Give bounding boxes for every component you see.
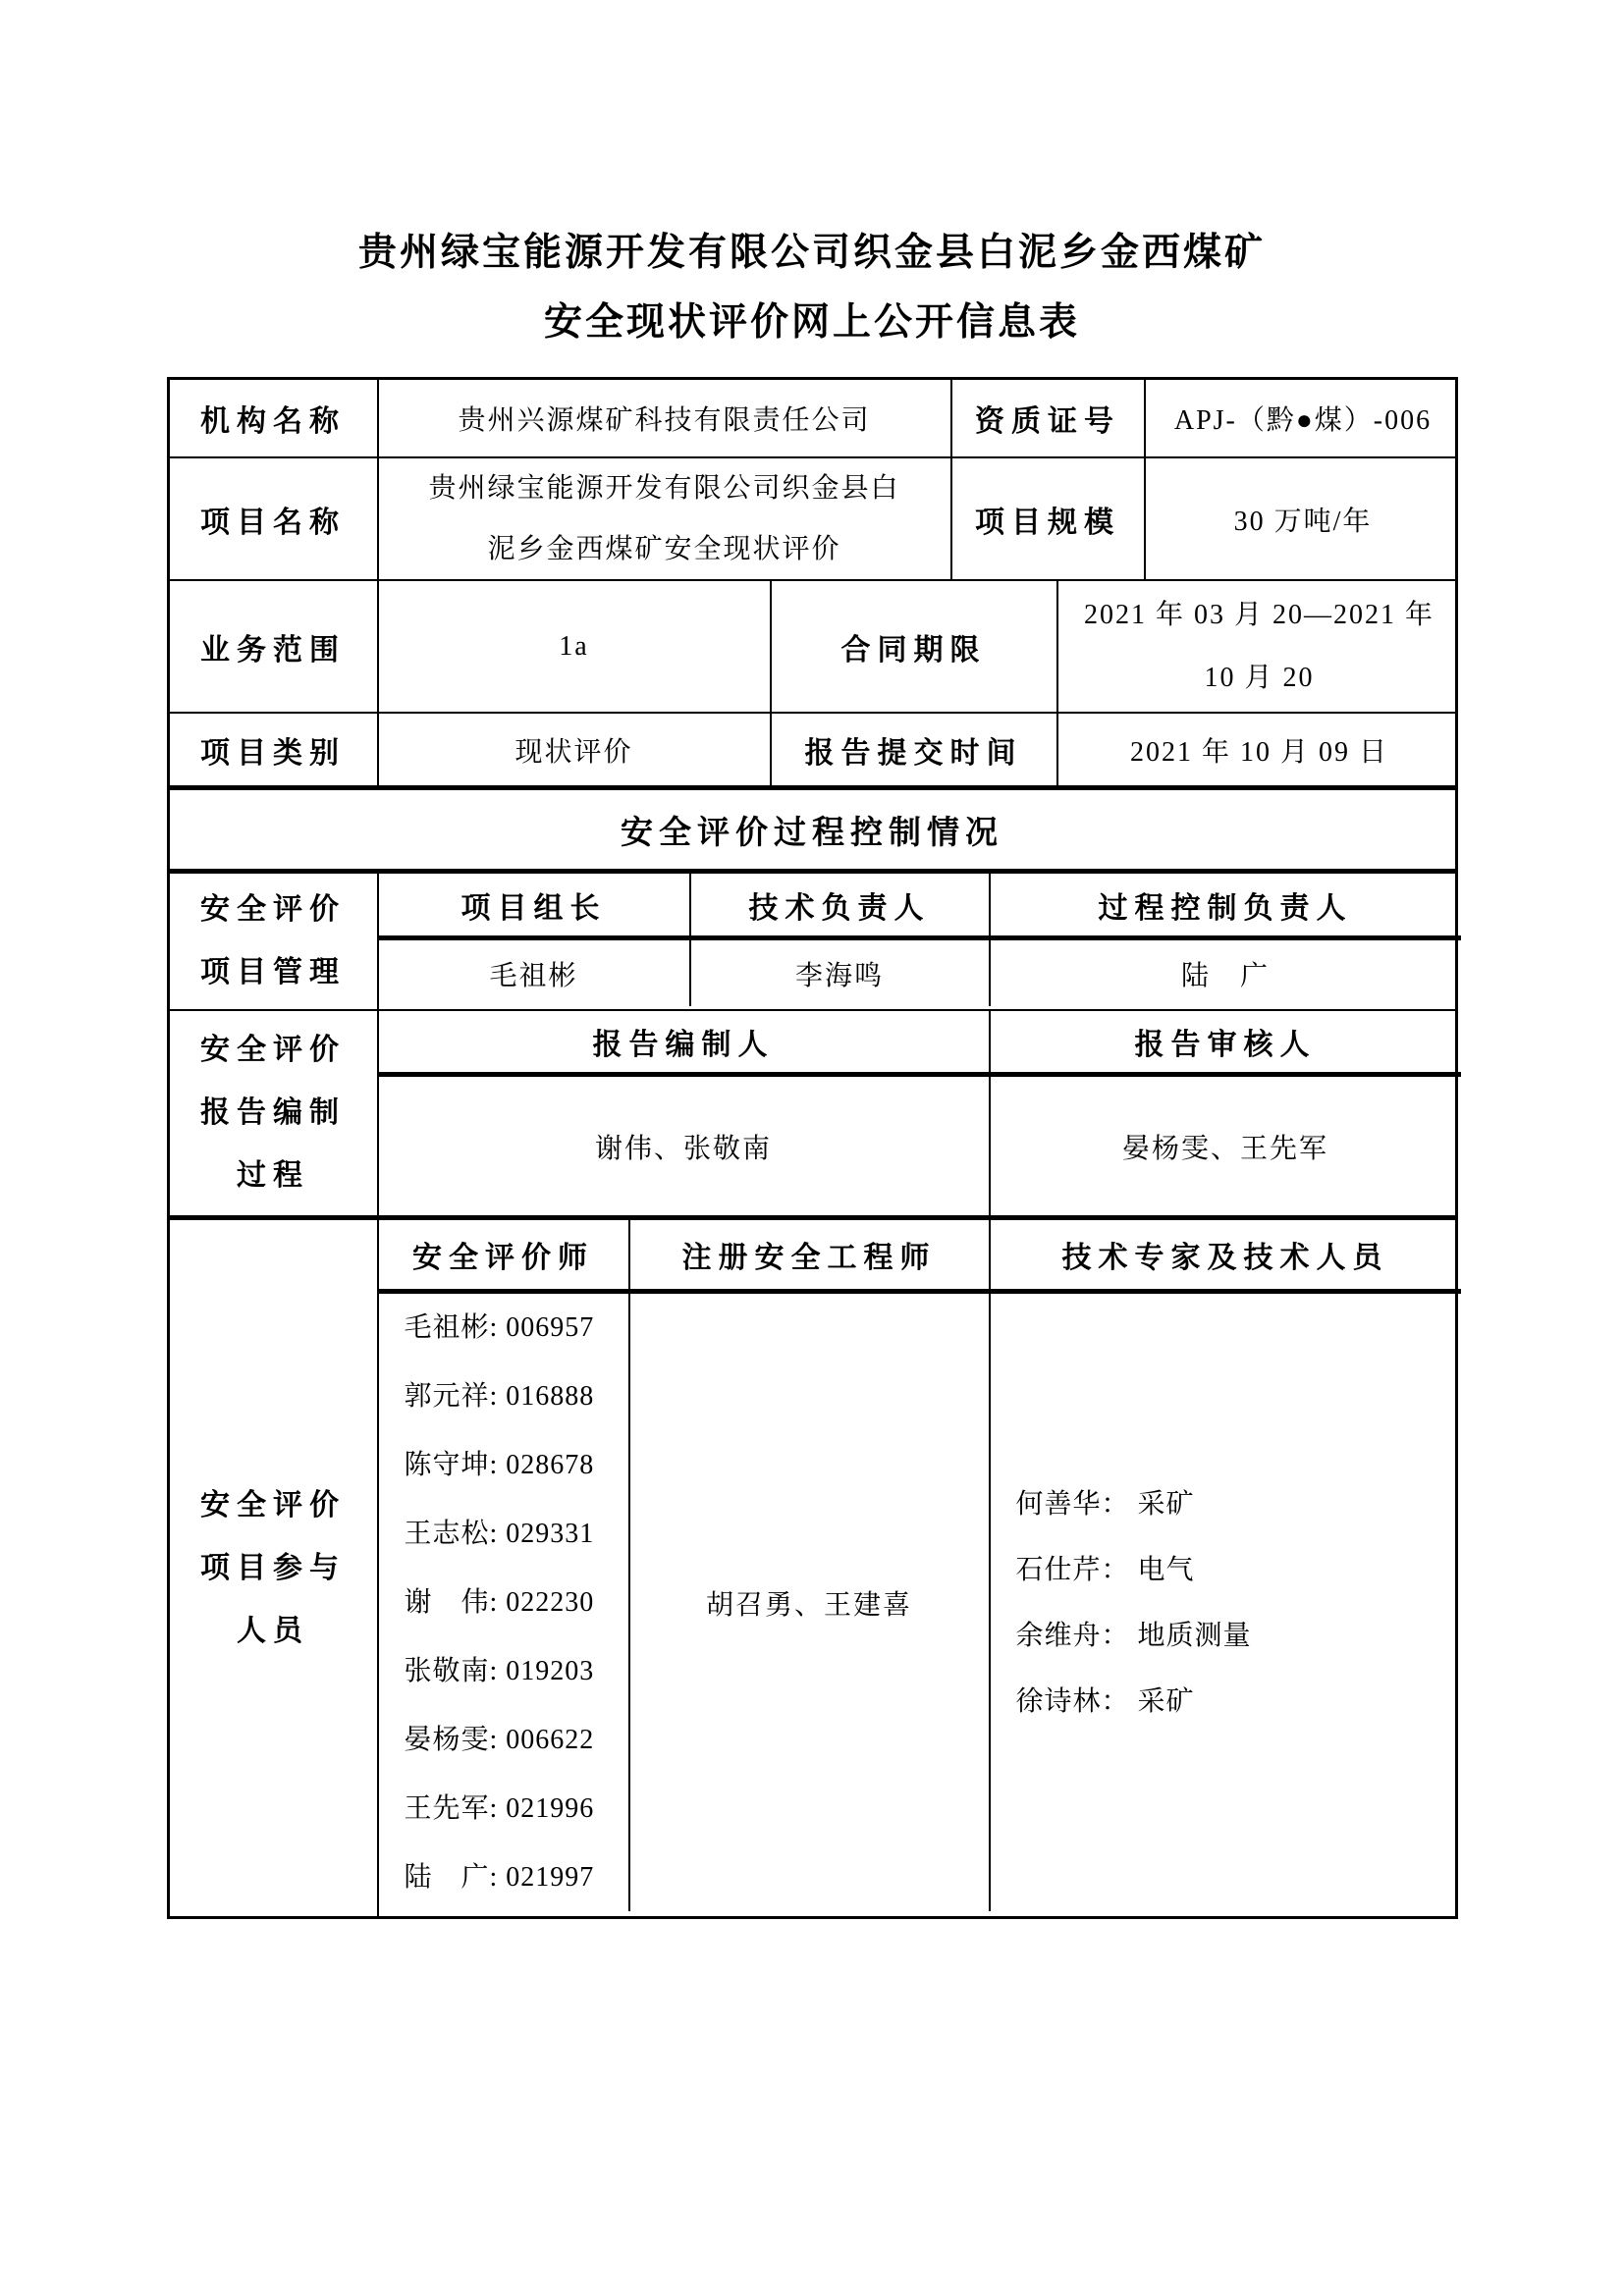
row-scope — [170, 581, 1455, 714]
evaluators-label: 安全评价师 — [379, 1220, 630, 1289]
project-value-line-1: 贵州绿宝能源开发有限公司织金县白 — [428, 472, 900, 504]
scale-label: 项目规模 — [952, 458, 1146, 579]
compilation-header-row — [379, 1011, 1461, 1077]
compilation-subgrid — [379, 1011, 1461, 1215]
participants-row-label-line-1: 安全评价 — [200, 1488, 346, 1522]
participants-row-label-line-3: 人员 — [237, 1614, 309, 1647]
list-item: 郭元祥: 016888 — [404, 1380, 595, 1412]
scope-label: 业务范围 — [170, 581, 379, 712]
category-label: 项目类别 — [170, 714, 379, 785]
project-value — [379, 458, 952, 579]
org-label: 机构名称 — [170, 380, 379, 456]
scale-value: 30 万吨/年 — [1233, 506, 1373, 537]
contract-value — [1058, 581, 1461, 712]
process-control-label: 过程控制负责人 — [1098, 891, 1353, 925]
contract-value-line-1: 2021 年 03 月 20—2021 年 — [1083, 599, 1435, 630]
process-header: 安全评价过程控制情况 — [621, 815, 1003, 851]
experts-list — [991, 1294, 1461, 1911]
participants-row-label — [170, 1220, 379, 1916]
list-item: 徐诗林： 采矿 — [1015, 1685, 1195, 1717]
leader-label: 项目组长 — [379, 874, 691, 935]
management-values-row — [379, 940, 1461, 1006]
management-subgrid — [379, 874, 1461, 1009]
row-project — [170, 458, 1455, 581]
list-item: 王先军: 021996 — [404, 1792, 595, 1824]
compilation-row-label-line-2: 报告编制 — [200, 1096, 346, 1129]
compilation-row-label-line-1: 安全评价 — [200, 1034, 346, 1066]
list-item: 石仕芹： 电气 — [1015, 1554, 1195, 1585]
list-item: 谢 伟: 022230 — [404, 1586, 595, 1618]
management-row-label-line-1: 安全评价 — [200, 893, 346, 926]
section-management — [170, 874, 1455, 1011]
row-organization — [170, 380, 1455, 458]
list-item: 张敬南: 019203 — [404, 1655, 595, 1686]
management-row-label — [170, 874, 379, 1009]
compilers-label: 报告编制人 — [379, 1011, 991, 1072]
contract-label: 合同期限 — [772, 581, 1058, 712]
section-compilation — [170, 1011, 1455, 1220]
list-item: 陈守坤: 028678 — [404, 1449, 595, 1480]
cert-label: 资质证号 — [952, 380, 1146, 456]
project-value-line-2: 泥乡金西煤矿安全现状评价 — [487, 533, 841, 564]
reviewers-label: 报告审核人 — [1134, 1029, 1317, 1061]
tech-lead-label: 技术负责人 — [691, 874, 991, 935]
title-line-2: 安全现状评价网上公开信息表 — [543, 301, 1080, 344]
list-item: 晏杨雯: 006622 — [404, 1724, 595, 1755]
list-item: 王志松: 029331 — [404, 1518, 595, 1549]
title-line-1: 贵州绿宝能源开发有限公司织金县白泥乡金西煤矿 — [357, 232, 1266, 274]
compilation-values-row — [379, 1077, 1461, 1215]
compilation-row-label-line-3: 过程 — [237, 1159, 309, 1192]
evaluators-list — [379, 1294, 630, 1911]
process-control-value: 陆 广 — [1180, 960, 1270, 991]
participants-header-row — [379, 1220, 1461, 1294]
list-item: 毛祖彬: 006957 — [404, 1311, 595, 1343]
compilation-row-label — [170, 1011, 379, 1215]
scope-value: 1a — [379, 581, 772, 712]
list-item: 陆 广: 021997 — [404, 1861, 595, 1893]
section-participants — [170, 1220, 1455, 1916]
experts-label: 技术专家及技术人员 — [1061, 1242, 1389, 1274]
reviewers-value: 晏杨雯、王先军 — [1121, 1133, 1328, 1164]
document-title — [0, 0, 1624, 357]
contract-value-line-2: 10 月 20 — [1204, 662, 1315, 693]
info-table — [167, 377, 1458, 1919]
category-value: 现状评价 — [379, 714, 772, 785]
row-category — [170, 714, 1455, 790]
list-item: 余维舟： 地质测量 — [1015, 1620, 1252, 1651]
compilers-value: 谢伟、张敬南 — [379, 1077, 991, 1215]
submit-label: 报告提交时间 — [772, 714, 1058, 785]
engineers-value: 胡召勇、王建喜 — [630, 1294, 991, 1911]
row-process-header — [170, 790, 1455, 874]
leader-value: 毛祖彬 — [379, 940, 691, 1006]
participants-row-label-line-2: 项目参与 — [200, 1551, 346, 1584]
project-label: 项目名称 — [170, 458, 379, 579]
participants-values-row — [379, 1294, 1461, 1911]
org-value: 贵州兴源煤矿科技有限责任公司 — [379, 380, 952, 456]
management-header-row — [379, 874, 1461, 940]
tech-lead-value: 李海鸣 — [691, 940, 991, 1006]
management-row-label-line-2: 项目管理 — [200, 956, 346, 988]
cert-value: APJ-（黔●煤）-006 — [1173, 405, 1433, 436]
participants-subgrid — [379, 1220, 1461, 1916]
submit-value: 2021 年 10 月 09 日 — [1129, 736, 1388, 768]
list-item: 何善华： 采矿 — [1015, 1488, 1195, 1520]
engineers-label: 注册安全工程师 — [630, 1220, 991, 1289]
